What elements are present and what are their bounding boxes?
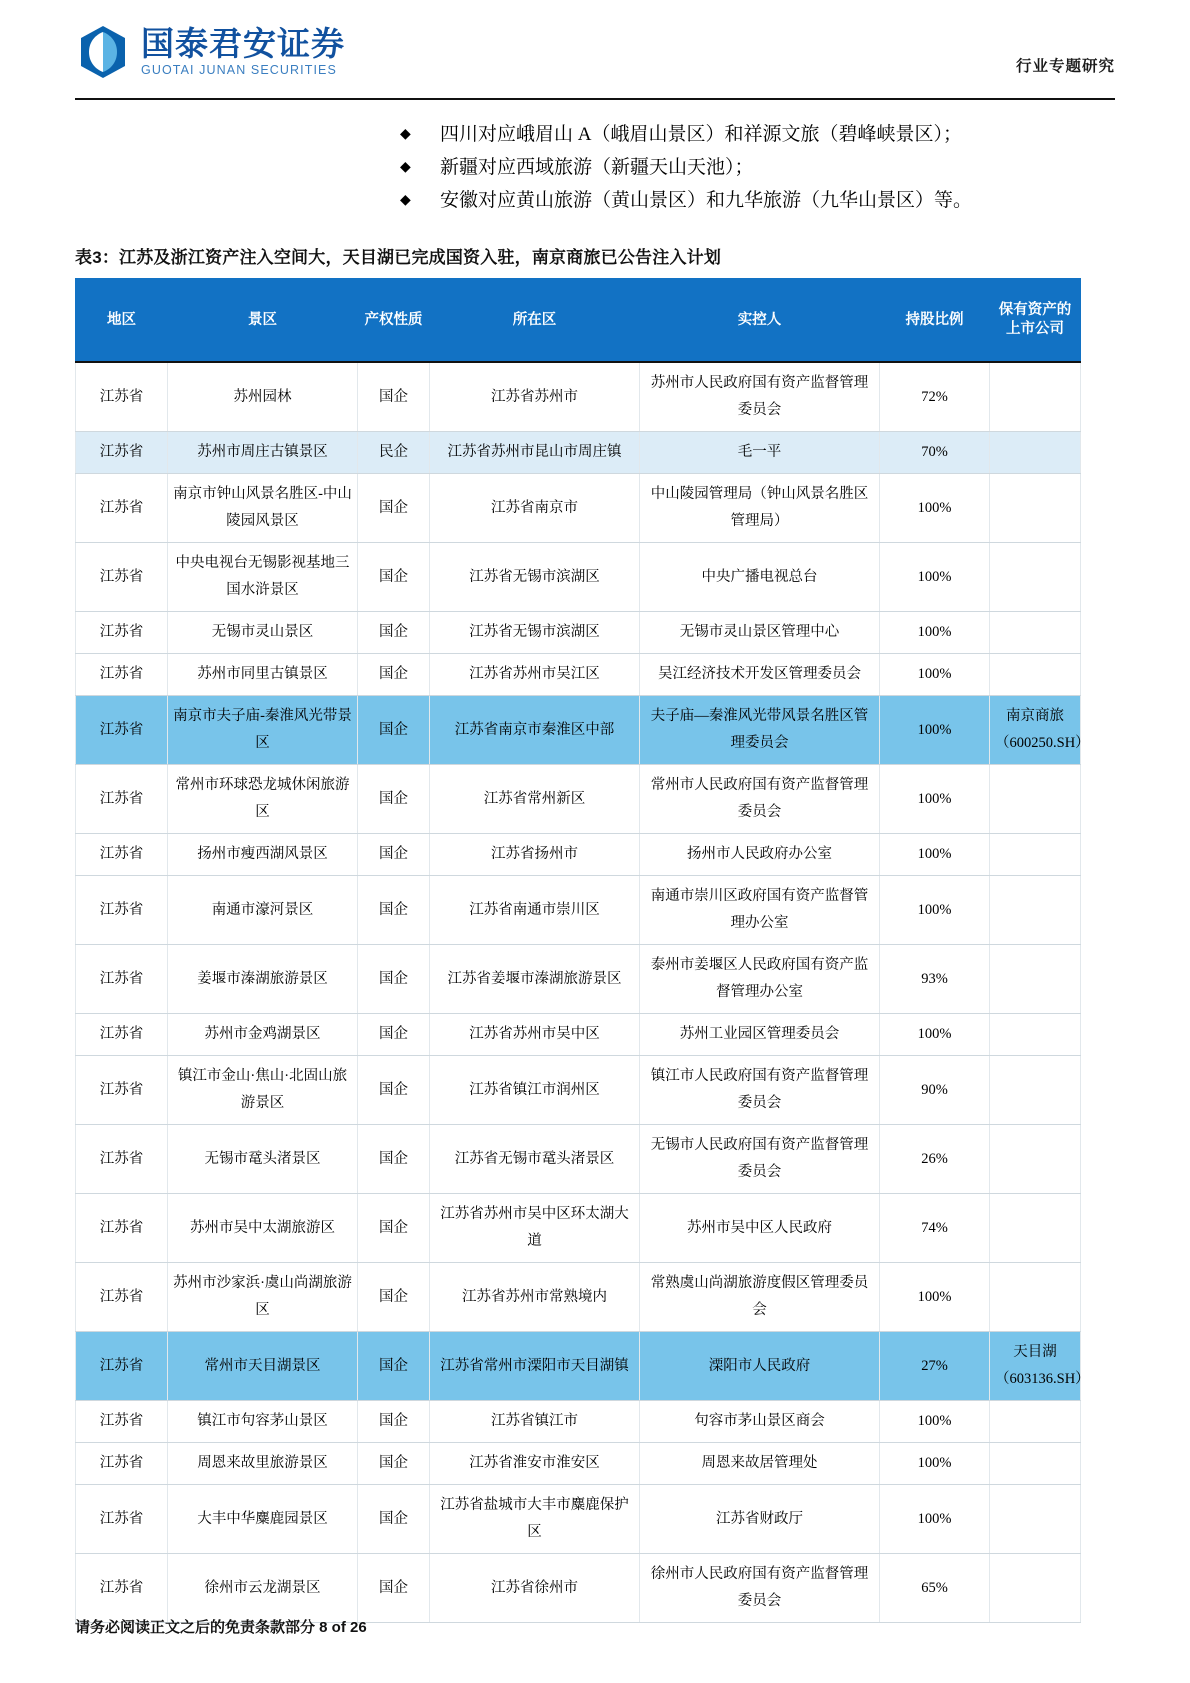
cell-property-type: 国企 bbox=[358, 474, 430, 543]
cell-listed-company bbox=[990, 1554, 1081, 1623]
cell-stake: 93% bbox=[880, 945, 990, 1014]
cell-listed-company: 南京商旅（600250.SH） bbox=[990, 696, 1081, 765]
cell-region: 江苏省 bbox=[76, 765, 168, 834]
cell-district: 江苏省南通市崇川区 bbox=[430, 876, 640, 945]
cell-property-type: 国企 bbox=[358, 612, 430, 654]
table-row bbox=[76, 474, 1081, 543]
cell-listed-company bbox=[990, 1263, 1081, 1332]
cell-region: 江苏省 bbox=[76, 1443, 168, 1485]
cell-stake: 100% bbox=[880, 543, 990, 612]
table-row bbox=[76, 1056, 1081, 1125]
column-header-scenic: 景区 bbox=[168, 279, 358, 363]
cell-controller: 夫子庙—秦淮风光带风景名胜区管理委员会 bbox=[640, 696, 880, 765]
cell-stake: 72% bbox=[880, 362, 990, 432]
cell-controller: 苏州工业园区管理委员会 bbox=[640, 1014, 880, 1056]
cell-listed-company bbox=[990, 1056, 1081, 1125]
cell-controller: 毛一平 bbox=[640, 432, 880, 474]
cell-scenic-area: 常州市环球恐龙城休闲旅游区 bbox=[168, 765, 358, 834]
cell-controller: 吴江经济技术开发区管理委员会 bbox=[640, 654, 880, 696]
page-footer: 请务必阅读正文之后的免责条款部分 8 of 26 bbox=[75, 1619, 367, 1636]
cell-stake: 74% bbox=[880, 1194, 990, 1263]
diamond-bullet-icon: ◆ bbox=[400, 160, 411, 175]
table-row bbox=[76, 432, 1081, 474]
cell-district: 江苏省苏州市 bbox=[430, 362, 640, 432]
table-row bbox=[76, 1125, 1081, 1194]
list-item-text: 新疆对应西域旅游（新疆天山天池）； bbox=[440, 157, 754, 178]
column-header-property-type: 产权性质 bbox=[358, 279, 430, 363]
cell-district: 江苏省镇江市润州区 bbox=[430, 1056, 640, 1125]
cell-property-type: 国企 bbox=[358, 1485, 430, 1554]
cell-region: 江苏省 bbox=[76, 1125, 168, 1194]
cell-region: 江苏省 bbox=[76, 1056, 168, 1125]
list-item bbox=[400, 118, 1115, 151]
cell-region: 江苏省 bbox=[76, 945, 168, 1014]
cell-scenic-area: 南京市钟山风景名胜区-中山陵园风景区 bbox=[168, 474, 358, 543]
cell-listed-company bbox=[990, 834, 1081, 876]
cell-stake: 100% bbox=[880, 654, 990, 696]
cell-scenic-area: 南京市夫子庙-秦淮风光带景区 bbox=[168, 696, 358, 765]
table-row bbox=[76, 1485, 1081, 1554]
cell-property-type: 国企 bbox=[358, 1056, 430, 1125]
table-row bbox=[76, 876, 1081, 945]
cell-scenic-area: 苏州园林 bbox=[168, 362, 358, 432]
cell-district: 江苏省扬州市 bbox=[430, 834, 640, 876]
cell-property-type: 国企 bbox=[358, 1401, 430, 1443]
cell-property-type: 国企 bbox=[358, 1443, 430, 1485]
cell-property-type: 国企 bbox=[358, 362, 430, 432]
cell-district: 江苏省徐州市 bbox=[430, 1554, 640, 1623]
table-row bbox=[76, 612, 1081, 654]
column-header-listed-company: 保有资产的上市公司 bbox=[990, 279, 1081, 363]
cell-region: 江苏省 bbox=[76, 612, 168, 654]
cell-scenic-area: 苏州市同里古镇景区 bbox=[168, 654, 358, 696]
table-row bbox=[76, 765, 1081, 834]
cell-region: 江苏省 bbox=[76, 1485, 168, 1554]
cell-district: 江苏省苏州市吴江区 bbox=[430, 654, 640, 696]
cell-scenic-area: 无锡市鼋头渚景区 bbox=[168, 1125, 358, 1194]
cell-listed-company bbox=[990, 612, 1081, 654]
table-row bbox=[76, 654, 1081, 696]
cell-district: 江苏省淮安市淮安区 bbox=[430, 1443, 640, 1485]
cell-listed-company bbox=[990, 474, 1081, 543]
cell-controller: 南通市崇川区政府国有资产监督管理办公室 bbox=[640, 876, 880, 945]
cell-district: 江苏省盐城市大丰市麋鹿保护区 bbox=[430, 1485, 640, 1554]
cell-scenic-area: 大丰中华麋鹿园景区 bbox=[168, 1485, 358, 1554]
asset-injection-table bbox=[75, 278, 1090, 1623]
table-row bbox=[76, 1263, 1081, 1332]
cell-stake: 100% bbox=[880, 765, 990, 834]
table-row bbox=[76, 543, 1081, 612]
cell-district: 江苏省无锡市滨湖区 bbox=[430, 543, 640, 612]
cell-district: 江苏省常州市溧阳市天目湖镇 bbox=[430, 1332, 640, 1401]
cell-region: 江苏省 bbox=[76, 432, 168, 474]
cell-region: 江苏省 bbox=[76, 696, 168, 765]
cell-property-type: 国企 bbox=[358, 1263, 430, 1332]
cell-controller: 苏州市吴中区人民政府 bbox=[640, 1194, 880, 1263]
cell-district: 江苏省常州新区 bbox=[430, 765, 640, 834]
column-header-stake: 持股比例 bbox=[880, 279, 990, 363]
cell-stake: 100% bbox=[880, 1485, 990, 1554]
cell-scenic-area: 苏州市沙家浜·虞山尚湖旅游区 bbox=[168, 1263, 358, 1332]
cell-stake: 100% bbox=[880, 876, 990, 945]
table-row bbox=[76, 1332, 1081, 1401]
cell-controller: 江苏省财政厅 bbox=[640, 1485, 880, 1554]
cell-stake: 100% bbox=[880, 834, 990, 876]
cell-listed-company bbox=[990, 1443, 1081, 1485]
cell-district: 江苏省苏州市吴中区环太湖大道 bbox=[430, 1194, 640, 1263]
cell-property-type: 民企 bbox=[358, 432, 430, 474]
page-header bbox=[75, 0, 1115, 100]
cell-controller: 常熟虞山尚湖旅游度假区管理委员会 bbox=[640, 1263, 880, 1332]
brand-logo bbox=[75, 24, 345, 80]
cell-controller: 无锡市灵山景区管理中心 bbox=[640, 612, 880, 654]
table-row bbox=[76, 1554, 1081, 1623]
cell-controller: 周恩来故居管理处 bbox=[640, 1443, 880, 1485]
table-header bbox=[76, 279, 1081, 363]
cell-controller: 中央广播电视总台 bbox=[640, 543, 880, 612]
cell-property-type: 国企 bbox=[358, 1014, 430, 1056]
cell-stake: 100% bbox=[880, 1443, 990, 1485]
cell-scenic-area: 无锡市灵山景区 bbox=[168, 612, 358, 654]
cell-scenic-area: 扬州市瘦西湖风景区 bbox=[168, 834, 358, 876]
cell-region: 江苏省 bbox=[76, 1263, 168, 1332]
cell-district: 江苏省苏州市昆山市周庄镇 bbox=[430, 432, 640, 474]
table-caption: 表3：江苏及浙江资产注入空间大，天目湖已完成国资入驻，南京商旅已公告注入计划 bbox=[75, 248, 722, 267]
cell-region: 江苏省 bbox=[76, 362, 168, 432]
cell-controller: 句容市茅山景区商会 bbox=[640, 1401, 880, 1443]
cell-scenic-area: 中央电视台无锡影视基地三国水浒景区 bbox=[168, 543, 358, 612]
cell-controller: 泰州市姜堰区人民政府国有资产监督管理办公室 bbox=[640, 945, 880, 1014]
cell-listed-company: 天目湖（603136.SH） bbox=[990, 1332, 1081, 1401]
cell-controller: 中山陵园管理局（钟山风景名胜区管理局） bbox=[640, 474, 880, 543]
list-item bbox=[400, 151, 1115, 184]
cell-scenic-area: 周恩来故里旅游景区 bbox=[168, 1443, 358, 1485]
cell-stake: 70% bbox=[880, 432, 990, 474]
report-category-label: 行业专题研究 bbox=[1015, 58, 1115, 75]
cell-listed-company bbox=[990, 876, 1081, 945]
cell-district: 江苏省南京市秦淮区中部 bbox=[430, 696, 640, 765]
cell-listed-company bbox=[990, 1485, 1081, 1554]
cell-district: 江苏省无锡市鼋头渚景区 bbox=[430, 1125, 640, 1194]
cell-district: 江苏省无锡市滨湖区 bbox=[430, 612, 640, 654]
cell-district: 江苏省镇江市 bbox=[430, 1401, 640, 1443]
cell-scenic-area: 苏州市吴中太湖旅游区 bbox=[168, 1194, 358, 1263]
bullet-list bbox=[75, 118, 1115, 217]
cell-listed-company bbox=[990, 765, 1081, 834]
cell-region: 江苏省 bbox=[76, 1554, 168, 1623]
cell-controller: 溧阳市人民政府 bbox=[640, 1332, 880, 1401]
cell-scenic-area: 南通市濠河景区 bbox=[168, 876, 358, 945]
cell-region: 江苏省 bbox=[76, 654, 168, 696]
list-item-text: 安徽对应黄山旅游（黄山景区）和九华旅游（九华山景区）等。 bbox=[440, 190, 973, 211]
cell-district: 江苏省苏州市吴中区 bbox=[430, 1014, 640, 1056]
cell-district: 江苏省南京市 bbox=[430, 474, 640, 543]
cell-listed-company bbox=[990, 1014, 1081, 1056]
cell-stake: 26% bbox=[880, 1125, 990, 1194]
cell-region: 江苏省 bbox=[76, 1014, 168, 1056]
cell-district: 江苏省苏州市常熟境内 bbox=[430, 1263, 640, 1332]
table-row bbox=[76, 945, 1081, 1014]
list-item-text: 四川对应峨眉山 A（峨眉山景区）和祥源文旅（碧峰峡景区）； bbox=[440, 124, 962, 145]
table-row bbox=[76, 1194, 1081, 1263]
table-row bbox=[76, 362, 1081, 432]
guotai-junan-logo-icon bbox=[75, 24, 131, 80]
cell-region: 江苏省 bbox=[76, 1194, 168, 1263]
cell-listed-company bbox=[990, 1401, 1081, 1443]
cell-scenic-area: 镇江市句容茅山景区 bbox=[168, 1401, 358, 1443]
cell-listed-company bbox=[990, 1194, 1081, 1263]
cell-controller: 无锡市人民政府国有资产监督管理委员会 bbox=[640, 1125, 880, 1194]
cell-property-type: 国企 bbox=[358, 876, 430, 945]
cell-region: 江苏省 bbox=[76, 1401, 168, 1443]
cell-stake: 100% bbox=[880, 1401, 990, 1443]
cell-property-type: 国企 bbox=[358, 945, 430, 1014]
table-row bbox=[76, 1443, 1081, 1485]
cell-property-type: 国企 bbox=[358, 1194, 430, 1263]
cell-scenic-area: 苏州市周庄古镇景区 bbox=[168, 432, 358, 474]
cell-listed-company bbox=[990, 945, 1081, 1014]
cell-controller: 苏州市人民政府国有资产监督管理委员会 bbox=[640, 362, 880, 432]
cell-region: 江苏省 bbox=[76, 1332, 168, 1401]
cell-district: 江苏省姜堰市溱湖旅游景区 bbox=[430, 945, 640, 1014]
table-body bbox=[76, 362, 1090, 1623]
cell-stake: 90% bbox=[880, 1056, 990, 1125]
column-header-district: 所在区 bbox=[430, 279, 640, 363]
cell-region: 江苏省 bbox=[76, 474, 168, 543]
cell-controller: 扬州市人民政府办公室 bbox=[640, 834, 880, 876]
cell-stake: 100% bbox=[880, 612, 990, 654]
diamond-bullet-icon: ◆ bbox=[400, 193, 411, 208]
brand-name-cn: 国泰君安证券 bbox=[141, 25, 345, 63]
column-header-controller: 实控人 bbox=[640, 279, 880, 363]
table-row bbox=[76, 696, 1081, 765]
brand-name-en: GUOTAI JUNAN SECURITIES bbox=[141, 63, 337, 78]
cell-controller: 常州市人民政府国有资产监督管理委员会 bbox=[640, 765, 880, 834]
cell-listed-company bbox=[990, 1125, 1081, 1194]
table-header-row bbox=[76, 279, 1081, 363]
cell-listed-company bbox=[990, 654, 1081, 696]
cell-scenic-area: 镇江市金山·焦山·北固山旅游景区 bbox=[168, 1056, 358, 1125]
cell-controller: 镇江市人民政府国有资产监督管理委员会 bbox=[640, 1056, 880, 1125]
cell-listed-company bbox=[990, 362, 1081, 432]
cell-stake: 100% bbox=[880, 696, 990, 765]
column-header-region: 地区 bbox=[76, 279, 168, 363]
cell-property-type: 国企 bbox=[358, 696, 430, 765]
header-divider bbox=[75, 98, 1115, 100]
cell-stake: 100% bbox=[880, 474, 990, 543]
cell-property-type: 国企 bbox=[358, 1554, 430, 1623]
cell-property-type: 国企 bbox=[358, 834, 430, 876]
cell-listed-company bbox=[990, 432, 1081, 474]
cell-property-type: 国企 bbox=[358, 765, 430, 834]
table-row bbox=[76, 1014, 1081, 1056]
cell-stake: 65% bbox=[880, 1554, 990, 1623]
diamond-bullet-icon: ◆ bbox=[400, 127, 411, 142]
cell-property-type: 国企 bbox=[358, 1332, 430, 1401]
table-row bbox=[76, 834, 1081, 876]
cell-stake: 100% bbox=[880, 1263, 990, 1332]
cell-property-type: 国企 bbox=[358, 543, 430, 612]
cell-region: 江苏省 bbox=[76, 876, 168, 945]
cell-stake: 27% bbox=[880, 1332, 990, 1401]
cell-property-type: 国企 bbox=[358, 654, 430, 696]
cell-region: 江苏省 bbox=[76, 834, 168, 876]
cell-scenic-area: 徐州市云龙湖景区 bbox=[168, 1554, 358, 1623]
cell-controller: 徐州市人民政府国有资产监督管理委员会 bbox=[640, 1554, 880, 1623]
cell-region: 江苏省 bbox=[76, 543, 168, 612]
cell-scenic-area: 常州市天目湖景区 bbox=[168, 1332, 358, 1401]
cell-scenic-area: 姜堰市溱湖旅游景区 bbox=[168, 945, 358, 1014]
list-item bbox=[400, 184, 1115, 217]
cell-property-type: 国企 bbox=[358, 1125, 430, 1194]
table-row bbox=[76, 1401, 1081, 1443]
cell-listed-company bbox=[990, 543, 1081, 612]
cell-scenic-area: 苏州市金鸡湖景区 bbox=[168, 1014, 358, 1056]
cell-stake: 100% bbox=[880, 1014, 990, 1056]
